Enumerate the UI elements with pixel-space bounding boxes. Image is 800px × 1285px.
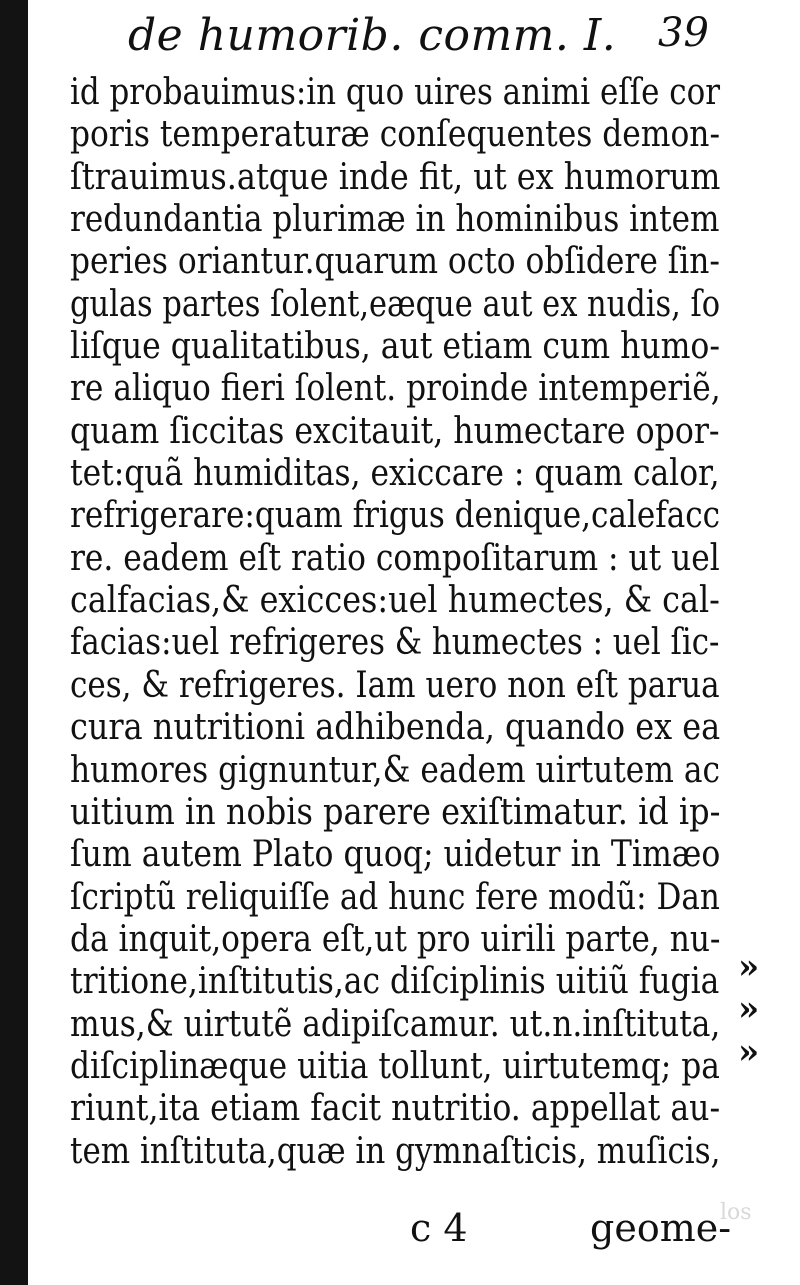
text-line: facias:uel refrigeres & humectes : uel ſic- <box>70 622 720 664</box>
text-line: da inquit,opera eſt,ut pro uirili parte, nu- <box>70 918 721 960</box>
page-binding-edge <box>0 0 28 1285</box>
quotation-mark: » <box>738 1031 760 1072</box>
text-line: re aliquo fieri ſolent. proinde intemperiẽ, <box>70 368 721 410</box>
signature-mark: c 4 <box>410 1206 468 1250</box>
text-line: uitium in nobis parere exiſtimatur. id ip- <box>70 791 721 833</box>
page-header <box>128 10 728 70</box>
running-head: de humorib. comm. I. <box>128 10 617 61</box>
text-line: gulas partes ſolent,eæque aut ex nudis, ſo <box>70 283 721 325</box>
quotation-mark: » <box>738 989 760 1030</box>
bleed-through-text: los <box>720 1200 752 1225</box>
text-line: tritione,inſtitutis,ac diſciplinis uitiũ fugia <box>70 961 720 1003</box>
text-line: id probauimus:in quo uires animi eſſe cor <box>70 72 720 113</box>
text-line: mus,& uirtutẽ adipiſcamur. ut.n.inſtituta, <box>70 1003 721 1045</box>
text-line: redundantia plurimæ in hominibus intem <box>70 199 720 241</box>
text-line: poris temperaturæ conſequentes demon- <box>70 114 721 156</box>
quotation-marks <box>738 946 778 1076</box>
body-text <box>70 72 720 1173</box>
text-line: riunt,ita etiam facit nutritio. appellat au- <box>70 1088 721 1130</box>
text-line: ſcriptũ reliquiſſe ad hunc fere modũ: Dan <box>70 876 720 918</box>
text-line: tet:quã humiditas, exiccare : quam calor, <box>70 453 720 495</box>
text-line: liſque qualitatibus, aut etiam cum humo- <box>70 326 721 368</box>
text-line: tem inſtituta,quæ in gymnaſticis, muſicis, <box>70 1130 721 1172</box>
text-line: ſtrauimus.atque inde fit, ut ex humorum <box>70 156 721 198</box>
text-line: peries oriantur.quarum octo obſidere ſin- <box>70 241 720 283</box>
text-line: cura nutritioni adhibenda, quando ex ea <box>70 707 721 749</box>
text-line: quam ſiccitas excitauit, humectare opor- <box>70 410 720 452</box>
page-number: 39 <box>658 10 709 56</box>
text-line: humores gignuntur,& eadem uirtutem ac <box>70 749 721 791</box>
text-line: refrigerare:quam frigus denique,calefacc <box>70 495 721 537</box>
text-line: ſum autem Plato quoq; uidetur in Timæo <box>70 834 721 876</box>
text-line: ces, & refrigeres. Iam uero non eſt parua <box>70 664 720 706</box>
text-line: diſciplinæque uitia tollunt, uirtutemq; pa <box>70 1045 720 1087</box>
page-footer <box>410 1206 730 1262</box>
text-line: re. eadem eſt ratio compoſitarum : ut uel <box>70 537 720 579</box>
quotation-mark: » <box>738 947 760 987</box>
catchword: geome- <box>590 1206 732 1250</box>
text-line: calfacias,& exicces:uel humectes, & cal- <box>70 580 720 622</box>
